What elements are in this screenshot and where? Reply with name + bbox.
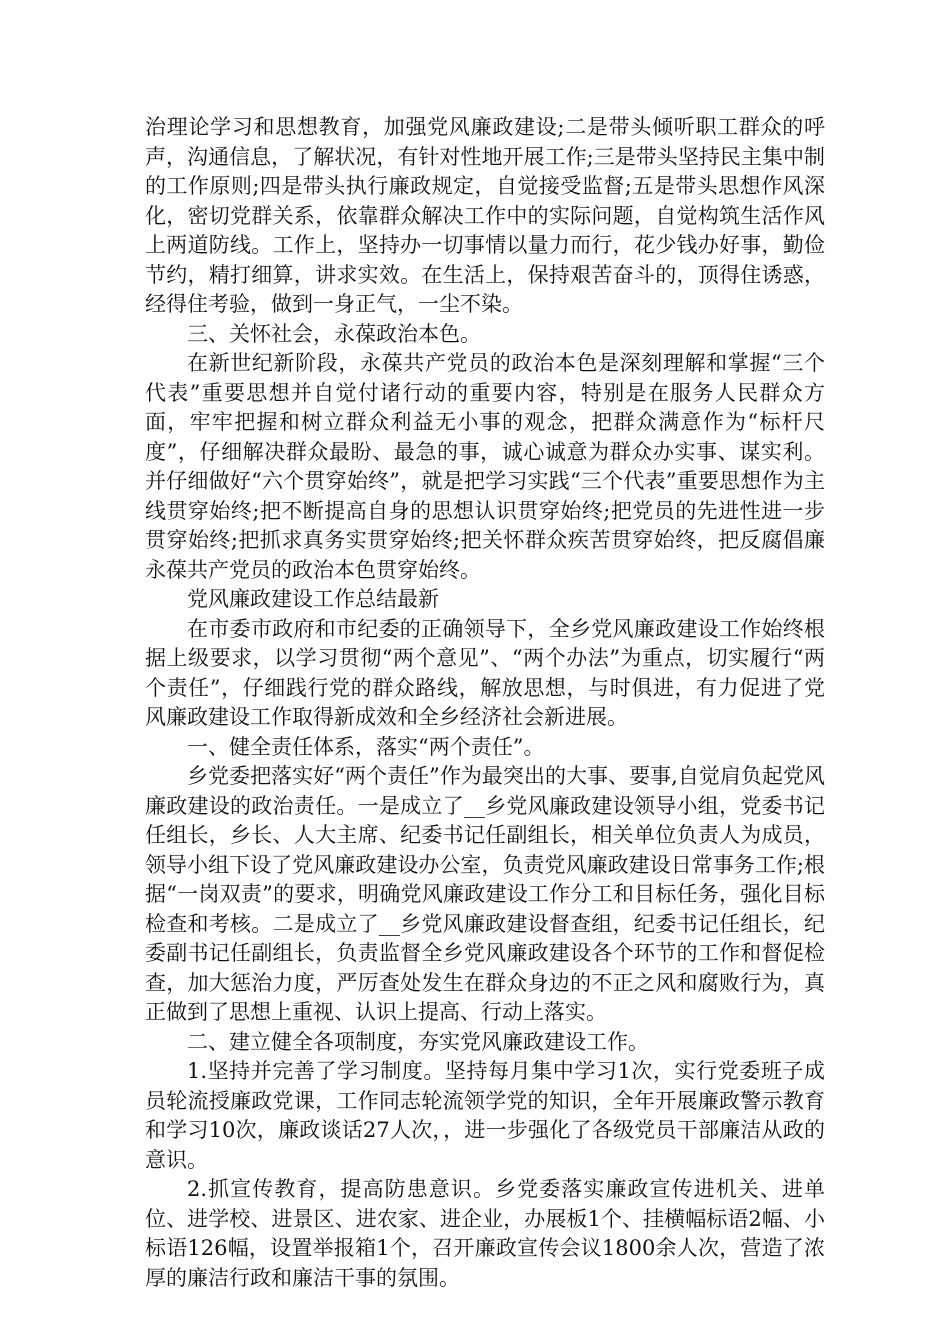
paragraph: 2.抓宣传教育，提高防患意识。乡党委落实廉政宣传进机关、进单位、进学校、进景区、进农家、进企业，办展板1个、挂横幅标语2幅、小标语126幅，设置举报箱1个，召开廉政宣传会议1800余人次，营造了浓厚的廉洁行政和廉洁干事的氛围。 bbox=[145, 1177, 825, 1290]
document-body bbox=[145, 113, 825, 1293]
paragraph: 在新世纪新阶段，永葆共产党员的政治本色是深刻理解和掌握“三个代表”重要思想并自觉付诸行动的重要内容，特别是在服务人民群众方面，牢牢把握和树立群众利益无小事的观念，把群众满意作为“标杆尺度”，仔细解决群众最盼、最急的事，诚心诚意为群众办实事、谋实利。并仔细做好“六个贯穿始终”，就是把学习实践“三个代表”重要思想作为主线贯穿始终;把不断提高自身的思想认识贯穿始终;把党员的先进性进一步贯穿始终;把抓求真务实贯穿始终;把关怀群众疾苦贯穿始终，把反腐倡廉永葆共产党员的政治本色贯穿始终。 bbox=[145, 351, 825, 582]
paragraph-continuation: 治理论学习和思想教育，加强党风廉政建设;二是带头倾听职工群众的呼声，沟通信息，了解状况，有针对性地开展工作;三是带头坚持民主集中制的工作原则;四是带头执行廉政规定，自觉接受监督;五是带头思想作风深化，密切党群关系，依靠群众解决工作中的实际问题，自觉构筑生活作风上两道防线。工作上，坚持办一切事情以量力而行，花少钱办好事，勤俭节约，精打细算，讲求实效。在生活上，保持艰苦奋斗的，顶得住诱惑，经得住考验，做到一身正气，一尘不染。 bbox=[145, 115, 825, 316]
document-title: 党风廉政建设工作总结最新 bbox=[187, 587, 439, 611]
paragraph: 乡党委把落实好“两个责任”作为最突出的大事、要事,自觉肩负起党风廉政建设的政治责任。一是成立了__乡党风廉政建设领导小组，党委书记任组长，乡长、人大主席、纪委书记任副组长，相关单位负责人为成员，领导小组下设了党风廉政建设办公室，负责党风廉政建设日常事务工作;根据“一岗双责”的要求，明确党风廉政建设工作分工和目标任务，强化目标检查和考核。二是成立了__乡党风廉政建设督查组，纪委书记任组长，纪委副书记任副组长，负责监督全乡党风廉政建设各个环节的工作和督促检查，加大惩治力度，严厉查处发生在群众身边的不正之风和腐败行为，真正做到了思想上重视、认识上提高、行动上落实。 bbox=[145, 764, 825, 1024]
paragraph: 在市委市政府和市纪委的正确领导下，全乡党风廉政建设工作始终根据上级要求，以学习贯彻“两个意见”、“两个办法”为重点，切实履行“两个责任”，仔细践行党的群众路线，解放思想，与时俱进，有力促进了党风廉政建设工作取得新成效和全乡经济社会新进展。 bbox=[145, 616, 825, 729]
section-heading-1: 一、健全责任体系，落实“两个责任”。 bbox=[187, 734, 545, 759]
section-heading-2: 二、建立健全各项制度，夯实党风廉政建设工作。 bbox=[187, 1029, 649, 1054]
paragraph: 1.坚持并完善了学习制度。坚持每月集中学习1次，实行党委班子成员轮流授廉政党课，工作同志轮流领学党的知识，全年开展廉政警示教育和学习10次，廉政谈话27人次，，进一步强化了各级党员干部廉洁从政的意识。 bbox=[145, 1059, 825, 1172]
section-heading-3: 三、关怀社会，永葆政治本色。 bbox=[187, 321, 481, 346]
